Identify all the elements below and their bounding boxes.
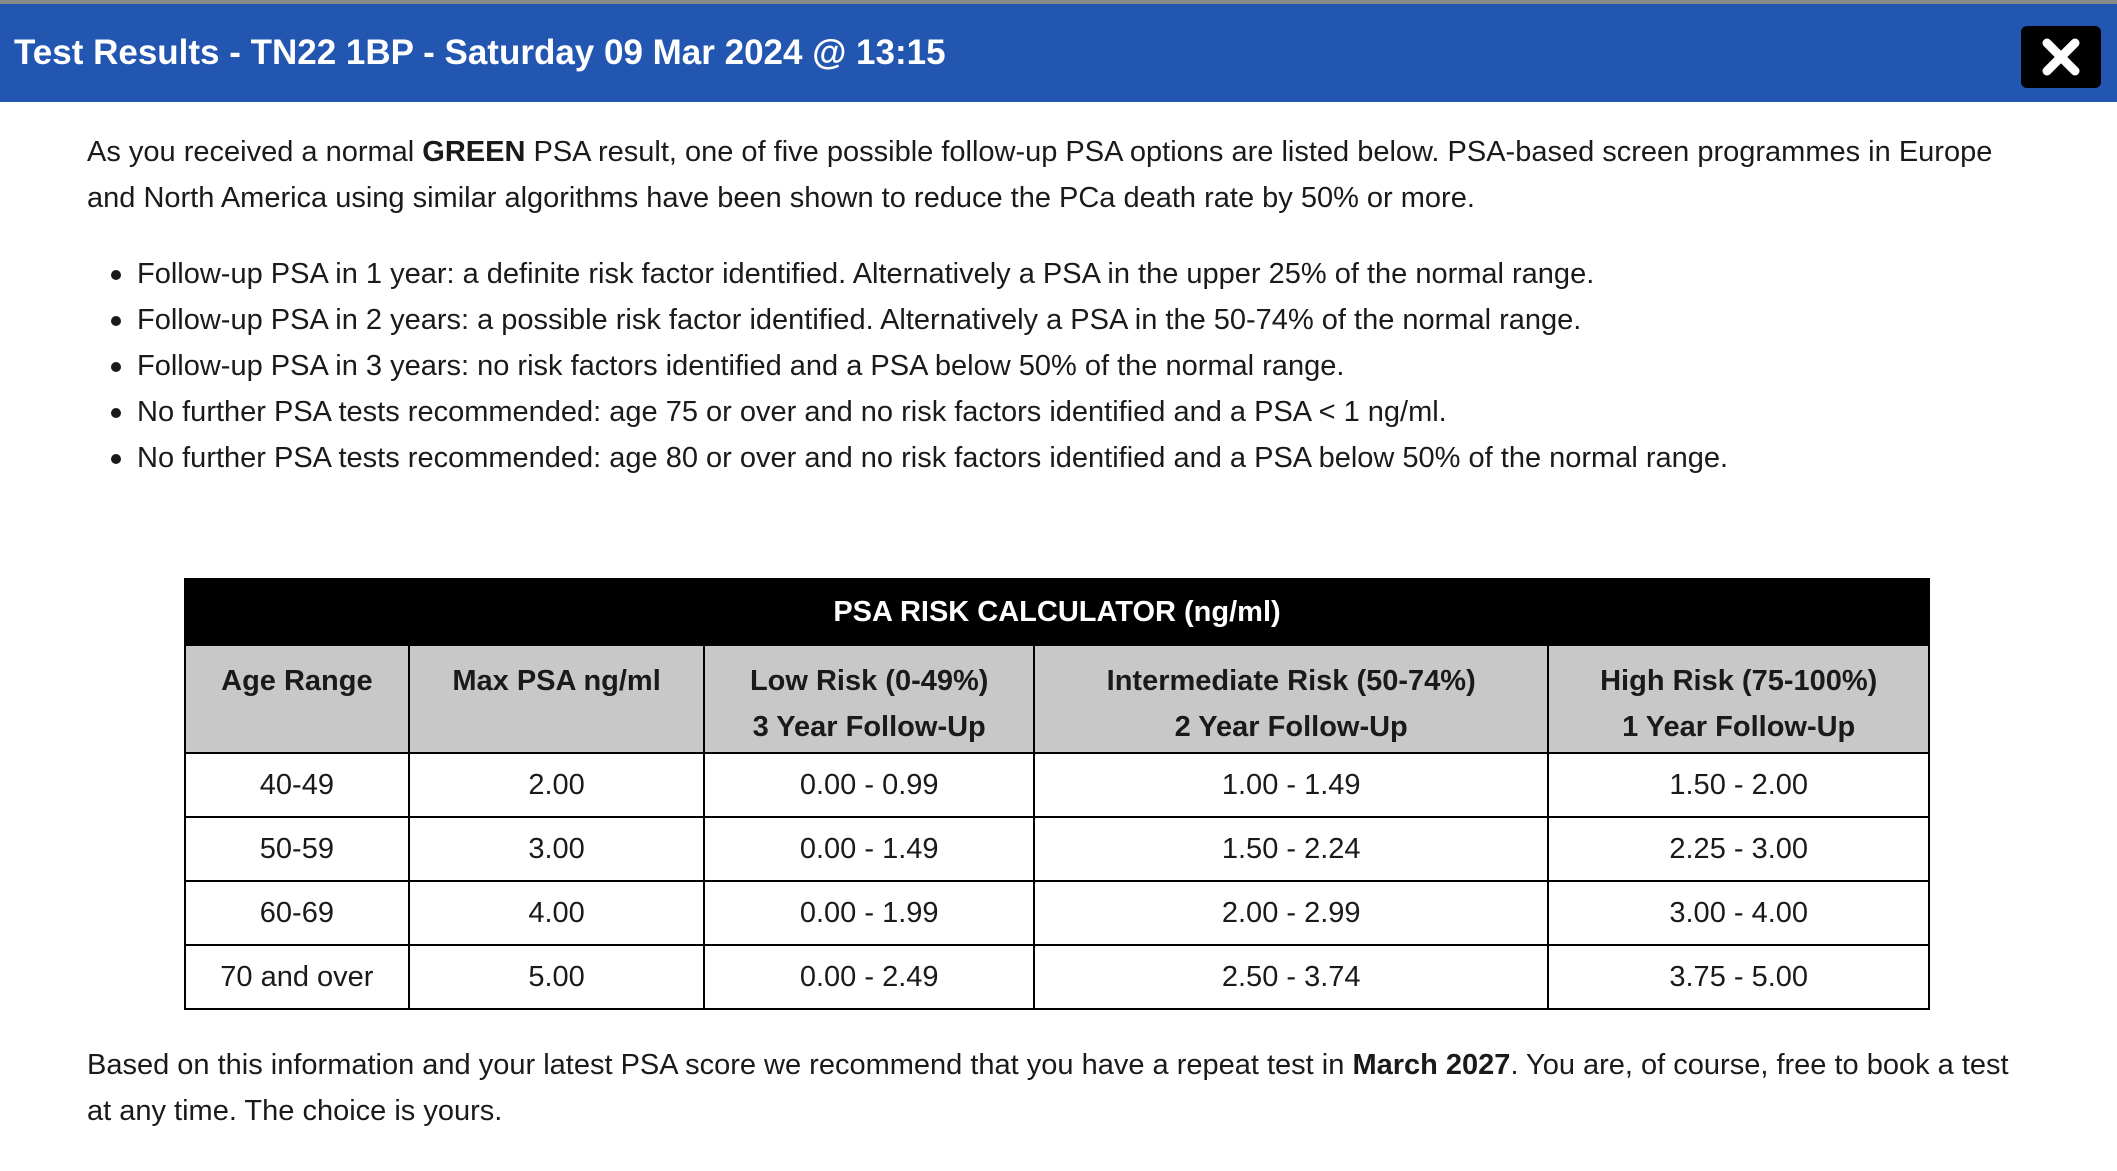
table-cell: 5.00	[409, 945, 705, 1009]
table-cell: 1.50 - 2.24	[1034, 817, 1548, 881]
table-cell: 2.25 - 3.00	[1548, 817, 1929, 881]
intro-text-before: As you received a normal	[87, 136, 423, 168]
list-item: Follow-up PSA in 3 years: no risk factors identified and a PSA below 50% of the normal range.	[137, 343, 2027, 389]
list-item: No further PSA tests recommended: age 75 or over and no risk factors identified and a PSA < 1 ng/ml.	[137, 389, 2027, 435]
table-caption: PSA RISK CALCULATOR (ng/ml)	[185, 579, 1929, 645]
table-cell: 1.50 - 2.00	[1548, 753, 1929, 817]
intro-text-after: PSA result, one of five possible follow-up PSA options are listed below. PSA-based screen programmes in Europe and North America using similar algorithms have been shown to reduce the PCa death rate by 50% or more.	[87, 136, 1993, 214]
column-header-line1: Max PSA ng/ml	[452, 665, 661, 697]
table-header-row	[185, 645, 1929, 753]
recommendation-text-after: . You are, of course, free to book a test at any time. The choice is yours.	[87, 1049, 2009, 1127]
table-caption-row	[185, 579, 1929, 645]
column-header-line2: 1 Year Follow-Up	[1622, 711, 1856, 743]
table-cell: 2.00	[409, 753, 705, 817]
column-header-line2: 3 Year Follow-Up	[752, 711, 986, 743]
column-header-line2: 2 Year Follow-Up	[1174, 711, 1408, 743]
table-cell: 3.00 - 4.00	[1548, 881, 1929, 945]
intro-result-color: GREEN	[422, 136, 526, 168]
column-header	[185, 645, 409, 753]
column-header	[409, 645, 705, 753]
table-cell: 4.00	[409, 881, 705, 945]
table-row	[185, 753, 1929, 817]
table-cell: 60-69	[185, 881, 409, 945]
table-cell: 3.75 - 5.00	[1548, 945, 1929, 1009]
followup-options-list	[87, 251, 2027, 481]
psa-risk-table	[184, 578, 1930, 1010]
table-cell: 0.00 - 1.49	[704, 817, 1034, 881]
close-icon	[2041, 37, 2081, 77]
column-header-line1: Age Range	[221, 665, 373, 697]
list-item: Follow-up PSA in 2 years: a possible risk factor identified. Alternatively a PSA in the 50-74% of the normal range.	[137, 297, 2027, 343]
column-header	[1034, 645, 1548, 753]
recommendation-text-before: Based on this information and your latest PSA score we recommend that you have a repeat test in	[87, 1049, 1353, 1081]
table-cell: 50-59	[185, 817, 409, 881]
close-button[interactable]	[2021, 26, 2101, 88]
column-header-line1: High Risk (75-100%)	[1600, 665, 1878, 697]
table-cell: 3.00	[409, 817, 705, 881]
list-item: No further PSA tests recommended: age 80 or over and no risk factors identified and a PSA below 50% of the normal range.	[137, 435, 2027, 481]
recommended-test-date: March 2027	[1352, 1049, 1511, 1081]
table-cell: 70 and over	[185, 945, 409, 1009]
table-cell: 40-49	[185, 753, 409, 817]
table-cell: 0.00 - 2.49	[704, 945, 1034, 1009]
column-header-line1: Intermediate Risk (50-74%)	[1106, 665, 1476, 697]
column-header	[1548, 645, 1929, 753]
table-cell: 0.00 - 0.99	[704, 753, 1034, 817]
table-row	[185, 817, 1929, 881]
column-header-line1: Low Risk (0-49%)	[749, 665, 989, 697]
dialog-content	[87, 102, 2027, 481]
table-row	[185, 881, 1929, 945]
table-cell: 2.50 - 3.74	[1034, 945, 1548, 1009]
intro-paragraph	[87, 129, 2027, 221]
table-row	[185, 945, 1929, 1009]
table-cell: 1.00 - 1.49	[1034, 753, 1548, 817]
list-item: Follow-up PSA in 1 year: a definite risk factor identified. Alternatively a PSA in the upper 25% of the normal range.	[137, 251, 2027, 297]
table-cell: 0.00 - 1.99	[704, 881, 1034, 945]
dialog-header	[0, 4, 2117, 102]
table-cell: 2.00 - 2.99	[1034, 881, 1548, 945]
recommendation-paragraph	[87, 1042, 2027, 1134]
column-header	[704, 645, 1034, 753]
dialog-title: Test Results - TN22 1BP - Saturday 09 Mar 2024 @ 13:15	[14, 33, 946, 72]
